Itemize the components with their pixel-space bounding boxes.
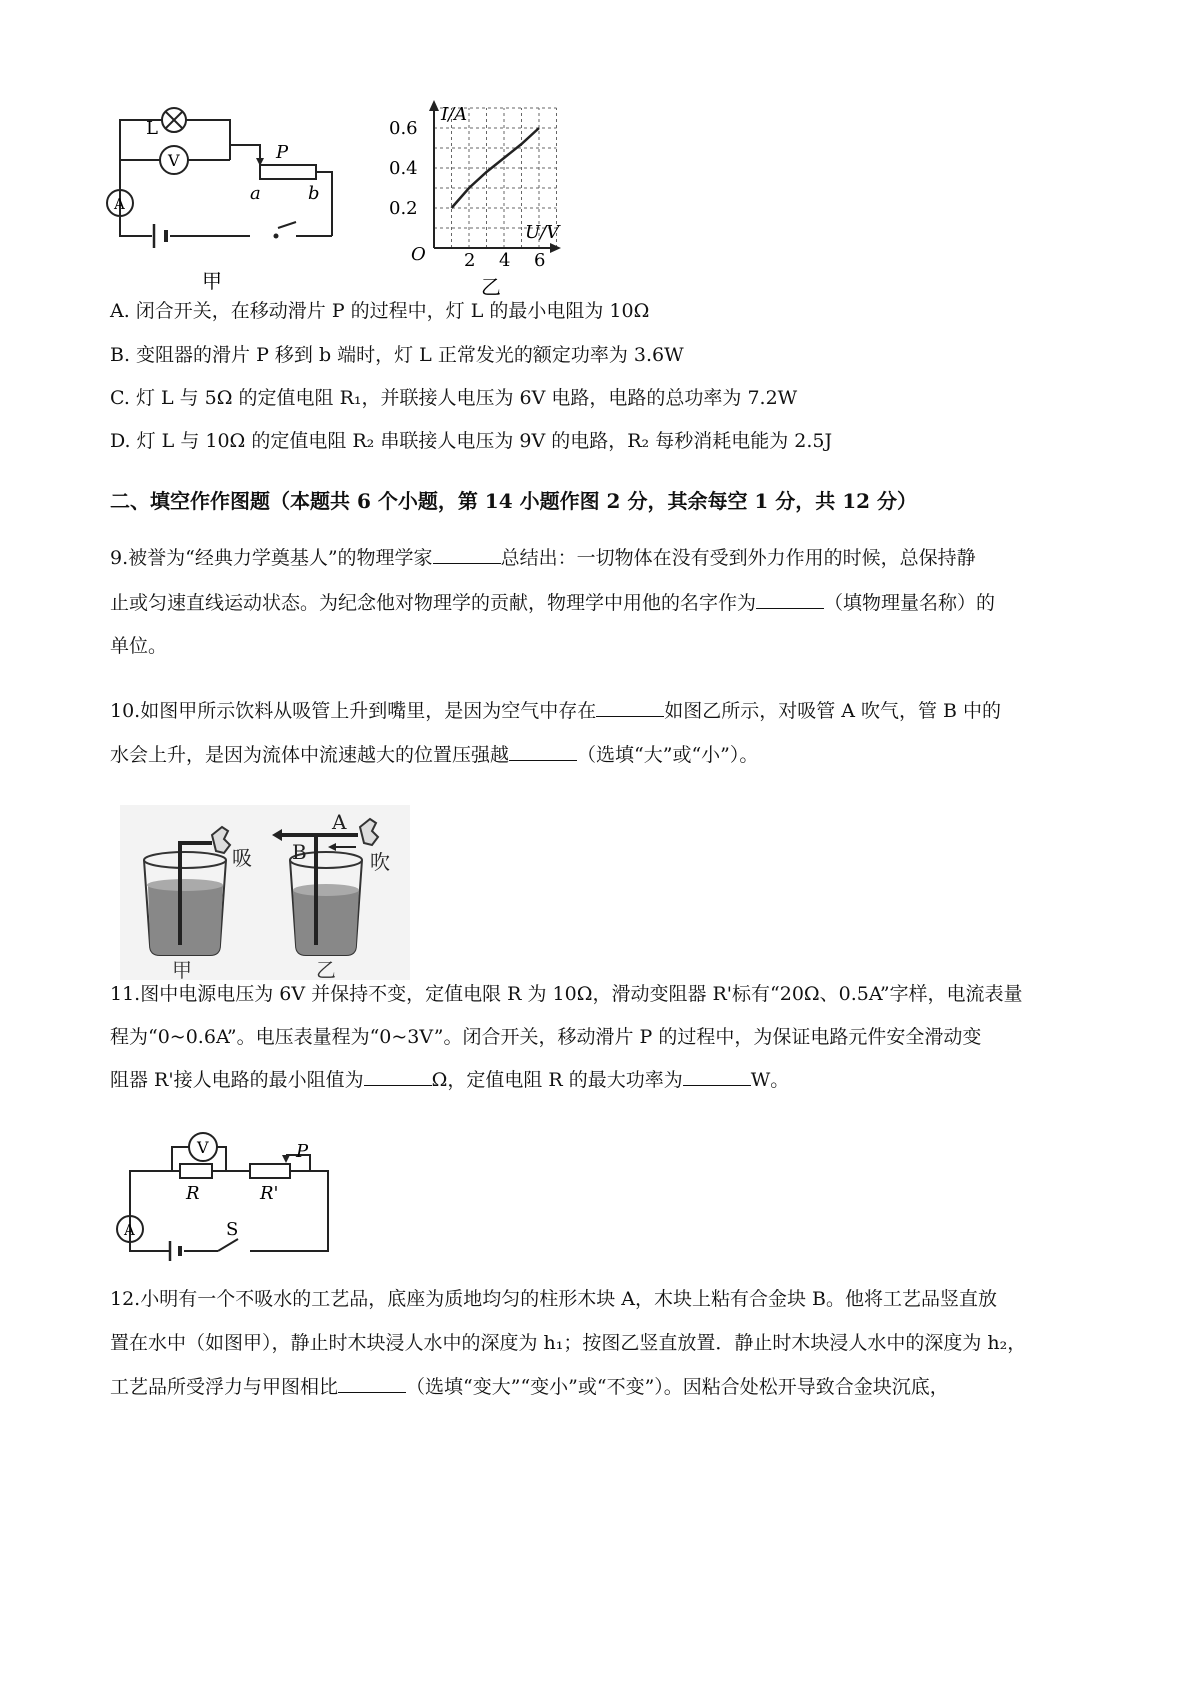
q11-text-3c: W。	[750, 1069, 790, 1091]
origin-label: O	[411, 244, 426, 265]
blow-label: 吹	[370, 850, 390, 874]
q10-blank-2	[509, 742, 577, 761]
caption-yi-straw: 乙	[316, 958, 336, 980]
x-tick-label: 6	[534, 250, 546, 271]
q11-rprime-label: R'	[260, 1183, 279, 1204]
q12-text-3a: 工艺品所受浮力与甲图相比	[110, 1376, 339, 1398]
q9-text-1b: 总结出：一切物体在没有受到外力作用的时候，总保持静	[500, 547, 976, 569]
ammeter-label: A	[114, 195, 125, 213]
q11-blank-2	[683, 1067, 751, 1086]
q9-blank-2	[756, 590, 824, 609]
q9-line2	[110, 589, 995, 617]
q11-line3	[110, 1066, 789, 1094]
q9-blank-1	[433, 545, 501, 564]
y-tick-label: 0.6	[389, 118, 418, 139]
lamp-label: L	[146, 118, 158, 139]
q11-ammeter-label: A	[124, 1221, 135, 1239]
q11-text-3b: Ω，定值电阻 R 的最大功率为	[431, 1069, 683, 1091]
caption-jia: 甲	[202, 269, 222, 293]
q10-text-1b: 如图乙所示，对吸管 A 吹气，管 B 中的	[664, 700, 1002, 722]
q12-line1: 12.小明有一个不吸水的工艺品，底座为质地均匀的柱形木块 A，木块上粘有合金块 B。他将工艺品竖直放	[110, 1288, 997, 1310]
circuit-diagram-q11	[100, 1125, 360, 1265]
straw-figure	[120, 805, 410, 980]
q11-slider-label: P	[296, 1141, 309, 1162]
y-axis-label: I/A	[441, 104, 468, 125]
section-heading: 二、填空作作图题（本题共 6 个小题，第 14 小题作图 2 分，其余每空 1 分，共 12 分）	[110, 489, 918, 513]
q9-line3: 单位。	[110, 635, 168, 657]
slider-label: P	[276, 142, 289, 163]
option-b: B. 变阻器的滑片 P 移到 b 端时，灯 L 正常发光的额定功率为 3.6W	[110, 344, 684, 366]
circuit-diagram-jia	[100, 100, 370, 300]
caption-yi: 乙	[481, 275, 501, 299]
q9-line1	[110, 544, 976, 572]
q11-voltmeter-label: V	[197, 1138, 209, 1157]
q11-line2: 程为“0~0.6A”。电压表量程为“0~3V”。闭合开关，移动滑片 P 的过程中，为保证电路元件安全滑动变	[110, 1026, 982, 1048]
label-a: A	[332, 810, 347, 834]
x-tick-label: 4	[499, 250, 511, 271]
q10-line2	[110, 741, 758, 769]
q12-text-3b: （选填“变大”“变小”或“不变”）。因粘合处松开导致合金块沉底，	[406, 1376, 949, 1398]
q11-text-3a: 阻器 R'接人电路的最小阻值为	[110, 1069, 364, 1091]
suck-label: 吸	[232, 846, 252, 870]
q9-text-2a: 止或匀速直线运动状态。为纪念他对物理学的贡献，物理学中用他的名字作为	[110, 592, 757, 614]
x-tick-label: 2	[464, 250, 476, 271]
x-axis-label: U/V	[525, 222, 560, 243]
q10-text-2a: 水会上升，是因为流体中流速越大的位置压强越	[110, 744, 510, 766]
q11-line1: 11.图中电源电压为 6V 并保持不变，定值电限 R 为 10Ω，滑动变阻器 R'标有“20Ω、0.5A”字样，电流表量	[110, 983, 1023, 1005]
q11-blank-1	[364, 1067, 432, 1086]
q10-text-2b: （选填“大”或“小”）。	[577, 744, 759, 766]
q12-blank-1	[338, 1374, 406, 1393]
voltmeter-label: V	[168, 151, 180, 170]
caption-jia-straw: 甲	[172, 958, 192, 980]
end-a-label: a	[250, 183, 261, 204]
option-c: C. 灯 L 与 5Ω 的定值电阻 R₁，并联接人电压为 6V 电路，电路的总功率为 7.2W	[110, 387, 798, 409]
y-tick-label: 0.4	[389, 158, 418, 179]
iu-graph-yi	[385, 98, 585, 303]
q12-line2: 置在水中（如图甲），静止时木块浸人水中的深度为 h₁；按图乙竖直放置．静止时木块浸人水中的深度为 h₂，	[110, 1332, 1027, 1354]
q11-r-label: R	[186, 1183, 200, 1204]
q11-switch-label: S	[226, 1219, 239, 1240]
q10-line1	[110, 697, 1001, 725]
end-b-label: b	[308, 183, 320, 204]
option-d: D. 灯 L 与 10Ω 的定值电阻 R₂ 串联接人电压为 9V 的电路，R₂ 每秒消耗电能为 2.5J	[110, 430, 833, 452]
q10-blank-1	[596, 698, 664, 717]
label-b: B	[292, 840, 307, 864]
option-a: A. 闭合开关，在移动滑片 P 的过程中，灯 L 的最小电阻为 10Ω	[110, 300, 650, 322]
q9-text-2b: （填物理量名称）的	[824, 592, 996, 614]
q10-text-1a: 10.如图甲所示饮料从吸管上升到嘴里，是因为空气中存在	[110, 700, 597, 722]
q9-text-1a: 9.被誉为“经典力学奠基人”的物理学家	[110, 547, 433, 569]
q12-line3	[110, 1373, 949, 1401]
y-tick-label: 0.2	[389, 198, 418, 219]
